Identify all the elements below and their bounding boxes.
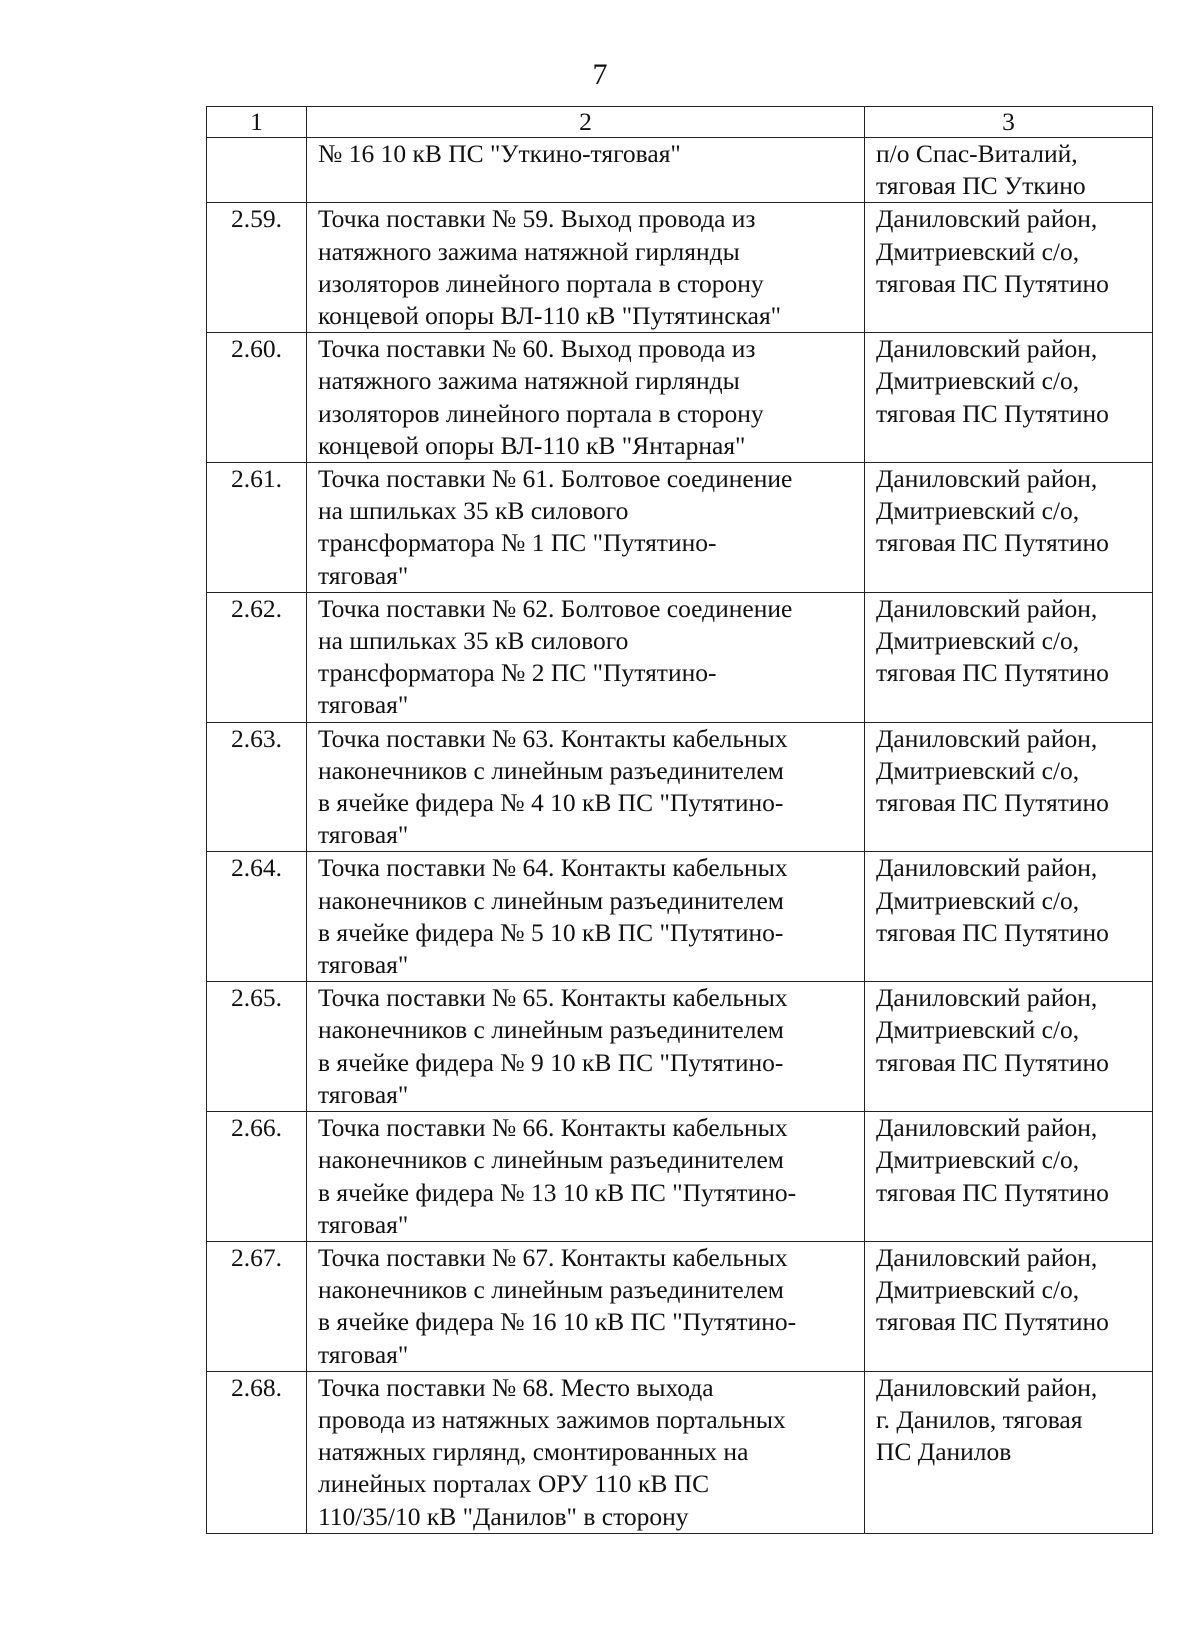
- row-description-cell: [307, 1371, 865, 1533]
- row-number: 2.64.: [207, 852, 307, 982]
- row-description: Точка поставки № 60. Выход провода из натяжного зажима натяжной гирлянды изоляторов линейного портала в сторону концевой опоры ВЛ-110 кВ "Янтарная": [318, 334, 764, 460]
- table-row: [207, 982, 1153, 1112]
- table-row: [207, 1112, 1153, 1242]
- row-description-cell: [307, 722, 865, 852]
- row-location: Даниловский район, г. Данилов, тяговая ПС Данилов: [876, 1372, 1098, 1467]
- row-location-cell: [865, 463, 1153, 593]
- row-description-cell: [307, 982, 865, 1112]
- header-col-1: 1: [207, 107, 307, 138]
- row-location-cell: [865, 592, 1153, 722]
- row-number: 2.67.: [207, 1241, 307, 1371]
- table-row: [207, 463, 1153, 593]
- table-row: [207, 592, 1153, 722]
- row-location-cell: [865, 1371, 1153, 1533]
- header-col-2: 2: [307, 107, 865, 138]
- row-number: 2.68.: [207, 1371, 307, 1533]
- row-number: 2.63.: [207, 722, 307, 852]
- page-number: 7: [592, 58, 608, 91]
- table-row: [207, 138, 1153, 203]
- row-description-cell: [307, 333, 865, 463]
- row-location: п/о Спас-Виталий, тяговая ПС Уткино: [876, 139, 1086, 201]
- row-location: Даниловский район, Дмитриевский с/о, тяговая ПС Путятино: [876, 983, 1109, 1077]
- row-location: Даниловский район, Дмитриевский с/о, тяговая ПС Путятино: [876, 723, 1109, 818]
- row-description: Точка поставки № 65. Контакты кабельных наконечников с линейным разъединителем в ячейке фидера № 9 10 кВ ПС "Путятино- тяговая": [318, 983, 788, 1109]
- table-row: [207, 1241, 1153, 1371]
- row-location: Даниловский район, Дмитриевский с/о, тяговая ПС Путятино: [876, 334, 1109, 428]
- row-description: Точка поставки № 68. Место выхода провода из натяжных зажимов портальных натяжных гирлянд, смонтированных на линейных порталах ОРУ 110 кВ ПС 110/35/10 кВ "Данилов" в сторону: [318, 1372, 786, 1531]
- row-number: 2.65.: [207, 982, 307, 1112]
- row-location: Даниловский район, Дмитриевский с/о, тяговая ПС Путятино: [876, 204, 1109, 298]
- row-description: Точка поставки № 63. Контакты кабельных наконечников с линейным разъединителем в ячейке фидера № 4 10 кВ ПС "Путятино- тяговая": [318, 723, 788, 850]
- row-location: Даниловский район, Дмитриевский с/о, тяговая ПС Путятино: [876, 1113, 1109, 1207]
- row-location-cell: [865, 1241, 1153, 1371]
- row-description-cell: [307, 592, 865, 722]
- row-description: Точка поставки № 62. Болтовое соединение на шпильках 35 кВ силового трансформатора № 2 ПС "Путятино- тяговая": [318, 593, 793, 720]
- row-location-cell: [865, 722, 1153, 852]
- row-location: Даниловский район, Дмитриевский с/о, тяговая ПС Путятино: [876, 853, 1109, 947]
- table-row: [207, 203, 1153, 333]
- row-location-cell: [865, 982, 1153, 1112]
- row-description: Точка поставки № 64. Контакты кабельных наконечников с линейным разъединителем в ячейке фидера № 5 10 кВ ПС "Путятино- тяговая": [318, 853, 788, 980]
- row-location-cell: [865, 138, 1153, 203]
- row-description: Точка поставки № 66. Контакты кабельных наконечников с линейным разъединителем в ячейке фидера № 13 10 кВ ПС "Путятино- тяговая": [318, 1113, 797, 1239]
- row-location: Даниловский район, Дмитриевский с/о, тяговая ПС Путятино: [876, 593, 1109, 688]
- row-description-cell: [307, 463, 865, 593]
- row-description: Точка поставки № 61. Болтовое соединение на шпильках 35 кВ силового трансформатора № 1 ПС "Путятино- тяговая": [318, 464, 793, 590]
- table-header-row: [207, 107, 1153, 138]
- row-location-cell: [865, 1112, 1153, 1242]
- row-location-cell: [865, 852, 1153, 982]
- row-description-cell: [307, 138, 865, 203]
- row-number: 2.66.: [207, 1112, 307, 1242]
- row-number: 2.61.: [207, 463, 307, 593]
- row-number: [207, 138, 307, 203]
- row-location-cell: [865, 333, 1153, 463]
- row-description: Точка поставки № 59. Выход провода из натяжного зажима натяжной гирлянды изоляторов линейного портала в сторону концевой опоры ВЛ-110 кВ "Путятинская": [318, 204, 782, 331]
- table-row: [207, 852, 1153, 982]
- row-description: № 16 10 кВ ПС "Уткино-тяговая": [318, 139, 681, 168]
- table-row: [207, 333, 1153, 463]
- row-description: Точка поставки № 67. Контакты кабельных наконечников с линейным разъединителем в ячейке фидера № 16 10 кВ ПС "Путятино- тяговая": [318, 1242, 797, 1369]
- header-col-3: 3: [865, 107, 1153, 138]
- table-row: [207, 1371, 1153, 1533]
- row-location-cell: [865, 203, 1153, 333]
- row-description-cell: [307, 1241, 865, 1371]
- row-location: Даниловский район, Дмитриевский с/о, тяговая ПС Путятино: [876, 464, 1109, 558]
- delivery-points-table: [206, 106, 1153, 1534]
- row-number: 2.60.: [207, 333, 307, 463]
- row-description-cell: [307, 203, 865, 333]
- row-location: Даниловский район, Дмитриевский с/о, тяговая ПС Путятино: [876, 1242, 1109, 1337]
- row-description-cell: [307, 1112, 865, 1242]
- row-number: 2.62.: [207, 592, 307, 722]
- row-number: 2.59.: [207, 203, 307, 333]
- table-row: [207, 722, 1153, 852]
- row-description-cell: [307, 852, 865, 982]
